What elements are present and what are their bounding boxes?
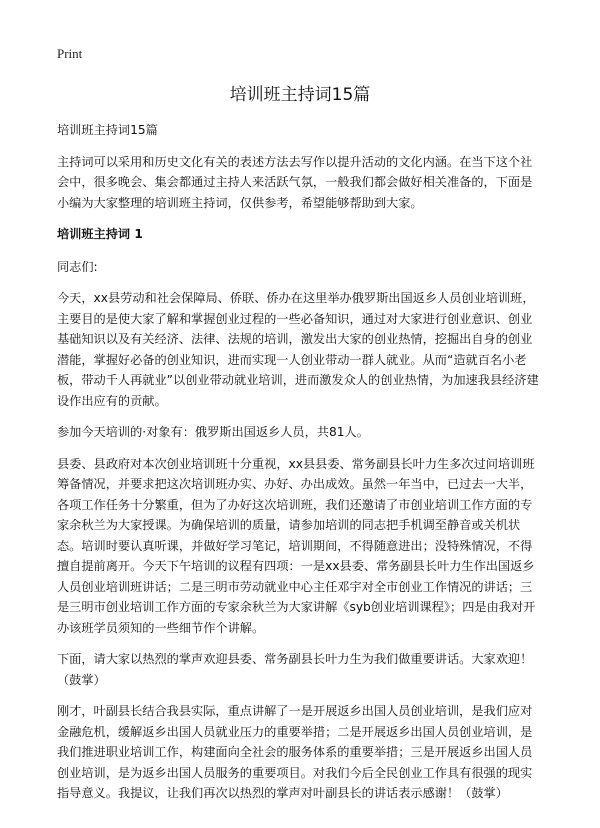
body-paragraph: 县委、县政府对本次创业培训班十分重视，xx县县委、常务副县长叶力生多次过问培训班筹备情况，并要求把这次培训班办实、办好、办出成效。虽然一年当中，已过去一大半，各项工作任务十分繁重，但为了办好这次培训班，我们还邀请了市创业培训工作方面的专家余秋兰为大家授课。为确保培训的质量，请参加培训的同志把手机调至静音或关机状态。培训时要认真听课，并做好学习笔记，培训期间，不得随意进出；没特殊情况，不得擅自提前离开。今天下午培训的议程有四项：一是xx县委、常务副县长叶力生作出国返乡人员创业培训班讲话；二是三明市劳动就业中心主任邓宇对全市创业工作情况的讲话；三是三明市创业培训工作方面的专家余秋兰为大家讲解《syb创业培训课程》；四是由我对开办该班学员须知的一些细节作个讲解。 [57,456,536,635]
greeting-paragraph: 同志们: [57,259,98,274]
body-paragraph: 刚才，叶副县长结合我县实际，重点讲解了一是开展返乡出国人员创业培训，是我们应对金融危机，缓解返乡出国人员就业压力的重要举措；二是开展返乡出国人员创业培训，是我们推进职业培训工作，构建面向全社会的服务体系的重要举措；三是开展返乡出国人员创业培训，是为返乡出国人员服务的重要项目。对我们今后全民创业工作具有很强的现实指导意义。我提议，让我们再次以热烈的掌声对叶副县长的讲话表示感谢！（鼓掌） [57,704,533,800]
body-paragraph: 下面，请大家以热烈的掌声欢迎县委、常务副县长叶力生为我们做重要讲话。大家欢迎！（鼓掌） [57,652,533,687]
document-body [57,120,543,815]
body-paragraph: 今天，xx县劳动和社会保障局、侨联、侨办在这里举办俄罗斯出国返乡人员创业培训班，主要目的是使大家了解和掌握创业过程的一些必备知识，通过对大家进行创业意识、创业基础知识以及有关经济、法律、法规的培训，激发出大家的创业热情，挖掘出自身的创业潜能，掌握好必备的创业知识，进而实现一人创业带动一群人就业。从而“造就百名小老板，带动千人再就业”以创业带动就业培训，进而激发众人的创业热情，为加速我县经济建设作出应有的贡献。 [57,291,539,408]
document-subtitle: 培训班主持词15篇 [57,123,158,137]
section-heading: 培训班主持词 1 [57,227,143,241]
print-link[interactable]: Print [57,46,83,61]
page-title: 培训班主持词15篇 [229,85,371,105]
intro-paragraph: 主持词可以采用和历史文化有关的表述方法去写作以提升活动的文化内涵。在当下这个社会中，很多晚会、集会都通过主持人来活跃气氛，一般我们都会做好相关准备的，下面是小编为大家整理的培训班主持词，仅供参考，希望能够帮助到大家。 [57,154,533,210]
body-paragraph: 参加今天培训的·对象有：俄罗斯出国返乡人员，共81人。 [57,425,369,439]
